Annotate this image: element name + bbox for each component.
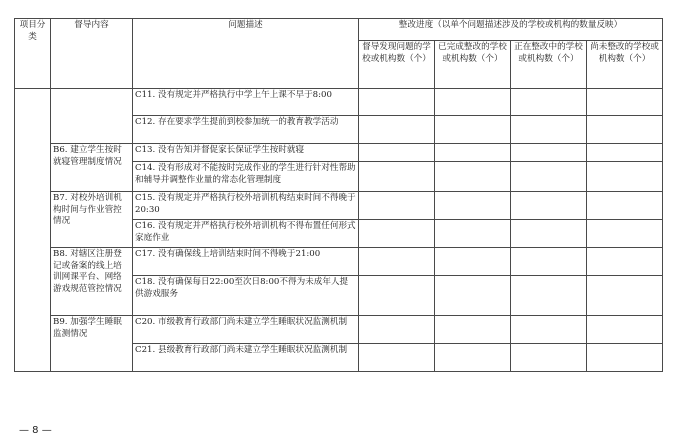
count-cell bbox=[587, 89, 663, 116]
header-in-progress-count: 正在整改中的学校或机构数（个） bbox=[511, 41, 587, 89]
problem-cell: C21. 县级教育行政部门尚未建立学生睡眠状况监测机制 bbox=[133, 344, 359, 372]
count-cell bbox=[511, 220, 587, 248]
problem-cell: C18. 没有确保每日22:00至次日8:00不得为未成年人提供游戏服务 bbox=[133, 276, 359, 316]
supervision-cell: B6. 建立学生按时就寝管理制度情况 bbox=[51, 144, 133, 192]
count-cell bbox=[359, 344, 435, 372]
count-cell bbox=[511, 316, 587, 344]
table-row bbox=[15, 89, 663, 116]
count-cell bbox=[587, 116, 663, 144]
count-cell bbox=[511, 144, 587, 162]
table-row bbox=[15, 144, 663, 162]
supervision-cell: B9. 加强学生睡眠监测情况 bbox=[51, 316, 133, 372]
supervision-table bbox=[14, 18, 663, 372]
count-cell bbox=[435, 192, 511, 220]
count-cell bbox=[587, 162, 663, 192]
count-cell bbox=[511, 192, 587, 220]
page-number: — 8 — bbox=[19, 425, 52, 436]
header-category: 项目分类 bbox=[15, 19, 51, 89]
count-cell bbox=[359, 144, 435, 162]
count-cell bbox=[587, 144, 663, 162]
count-cell bbox=[435, 89, 511, 116]
table-row bbox=[15, 192, 663, 220]
problem-cell: C12. 存在要求学生提前到校参加统一的教育教学活动 bbox=[133, 116, 359, 144]
table-row bbox=[15, 248, 663, 276]
header-supervision-content: 督导内容 bbox=[51, 19, 133, 89]
problem-cell: C15. 没有规定并严格执行校外培训机构结束时间不得晚于20:30 bbox=[133, 192, 359, 220]
count-cell bbox=[435, 316, 511, 344]
count-cell bbox=[359, 276, 435, 316]
count-cell bbox=[435, 144, 511, 162]
count-cell bbox=[587, 276, 663, 316]
count-cell bbox=[435, 220, 511, 248]
count-cell bbox=[511, 162, 587, 192]
header-found-count: 督导发现问题的学校或机构数（个） bbox=[359, 41, 435, 89]
problem-cell: C20. 市级教育行政部门尚未建立学生睡眠状况监测机制 bbox=[133, 316, 359, 344]
count-cell bbox=[435, 162, 511, 192]
category-cell bbox=[15, 89, 51, 372]
supervision-cell bbox=[51, 89, 133, 144]
problem-cell: C13. 没有告知并督促家长保证学生按时就寝 bbox=[133, 144, 359, 162]
count-cell bbox=[435, 276, 511, 316]
header-progress: 整改进度（以单个问题描述涉及的学校或机构的数量反映） bbox=[359, 19, 663, 41]
count-cell bbox=[435, 116, 511, 144]
count-cell bbox=[511, 248, 587, 276]
problem-cell: C16. 没有规定并严格执行校外培训机构不得布置任何形式家庭作业 bbox=[133, 220, 359, 248]
count-cell bbox=[587, 220, 663, 248]
problem-cell: C17. 没有确保线上培训结束时间不得晚于21:00 bbox=[133, 248, 359, 276]
count-cell bbox=[359, 248, 435, 276]
supervision-cell: B8. 对辖区注册登记或备案的线上培训网课平台、网络游戏规范管控情况 bbox=[51, 248, 133, 316]
header-completed-count: 已完成整改的学校或机构数（个） bbox=[435, 41, 511, 89]
count-cell bbox=[359, 192, 435, 220]
problem-cell: C14. 没有形成对不能按时完成作业的学生进行针对性帮助和辅导并调整作业量的常态化管理制度 bbox=[133, 162, 359, 192]
count-cell bbox=[587, 248, 663, 276]
header-not-started-count: 尚未整改的学校或机构数（个） bbox=[587, 41, 663, 89]
count-cell bbox=[511, 344, 587, 372]
count-cell bbox=[587, 344, 663, 372]
count-cell bbox=[359, 89, 435, 116]
count-cell bbox=[511, 276, 587, 316]
count-cell bbox=[359, 316, 435, 344]
count-cell bbox=[359, 162, 435, 192]
count-cell bbox=[435, 248, 511, 276]
count-cell bbox=[587, 316, 663, 344]
header-problem-description: 问题描述 bbox=[133, 19, 359, 89]
table-row bbox=[15, 316, 663, 344]
problem-cell: C11. 没有规定并严格执行中学上午上课不早于8:00 bbox=[133, 89, 359, 116]
count-cell bbox=[511, 89, 587, 116]
count-cell bbox=[435, 344, 511, 372]
count-cell bbox=[511, 116, 587, 144]
count-cell bbox=[359, 220, 435, 248]
supervision-cell: B7. 对校外培训机构时间与作业管控情况 bbox=[51, 192, 133, 248]
count-cell bbox=[359, 116, 435, 144]
count-cell bbox=[587, 192, 663, 220]
